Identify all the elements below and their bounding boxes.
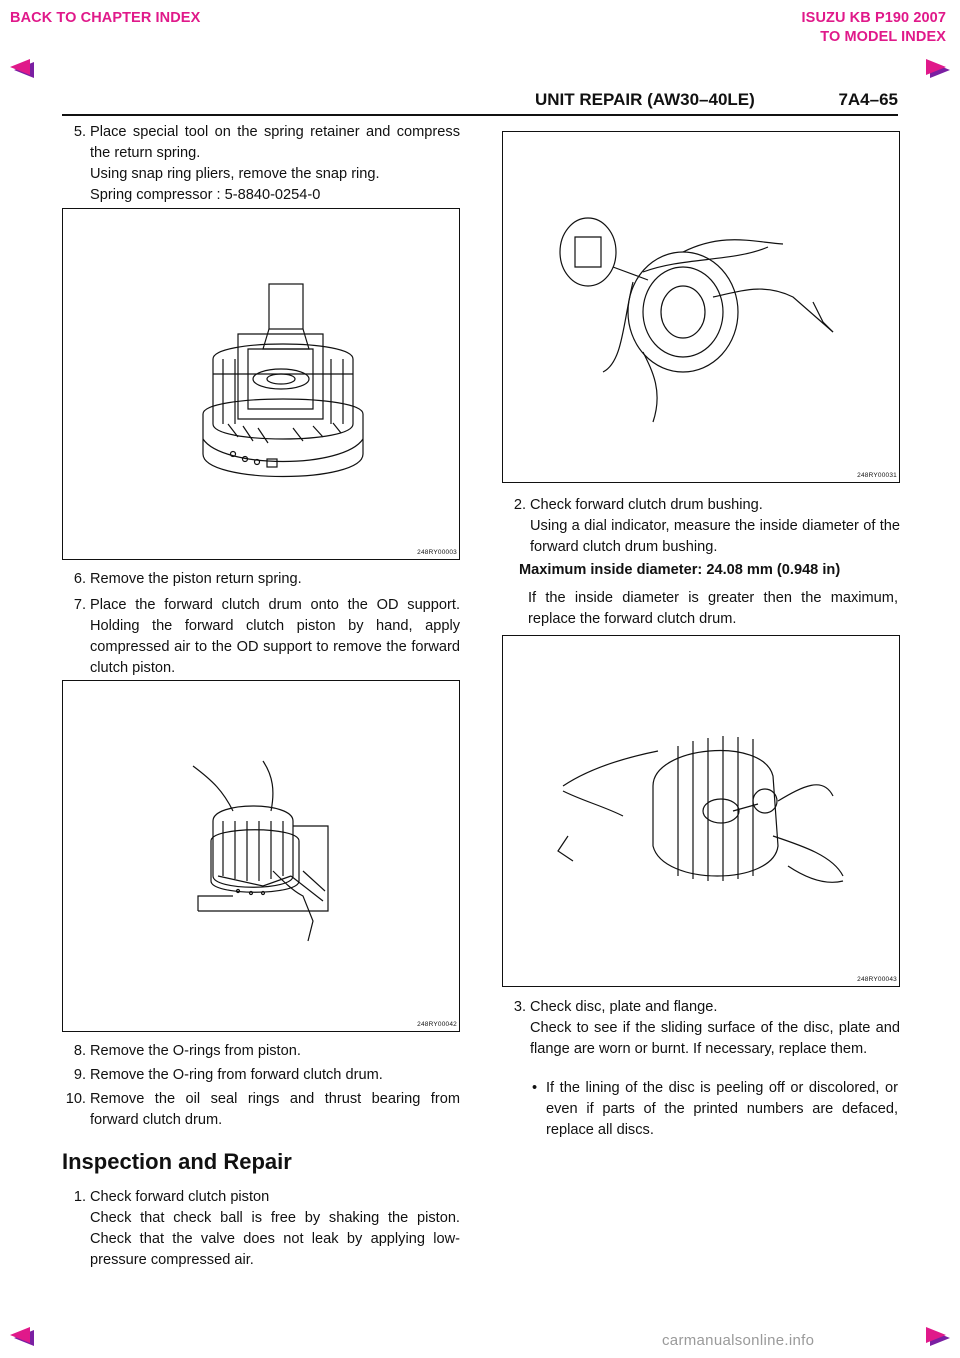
step-number: 3. — [513, 999, 526, 1015]
inspection-step-3-text: Check to see if the sliding surface of the disc, plate and flange are worn or burnt. If necessary, replace them. — [530, 1020, 900, 1057]
remove-piston-illustration — [63, 681, 459, 1031]
inspection-step-3-title: Check disc, plate and flange. — [530, 999, 718, 1015]
step-5-line-3: Spring compressor : 5-8840-0254-0 — [90, 187, 321, 203]
previous-page-arrow-bottom-icon[interactable] — [10, 1327, 30, 1343]
next-page-arrow-bottom-icon[interactable] — [926, 1327, 946, 1343]
step-5-line-1: Place special tool on the spring retainer and compress the return spring. — [90, 124, 460, 161]
step-number: 6. — [73, 571, 86, 587]
figure-code: 248RY00031 — [857, 472, 897, 479]
inspection-step-2-title: Check forward clutch drum bushing. — [530, 497, 763, 513]
step-number: 1. — [73, 1189, 86, 1205]
watermark: carmanualsonline.info — [662, 1332, 815, 1349]
figure-spring-compressor — [62, 208, 460, 560]
step-10-text: Remove the oil seal rings and thrust bearing from forward clutch drum. — [90, 1091, 460, 1128]
step-6-text: Remove the piston return spring. — [90, 571, 302, 587]
figure-code: 248RY00003 — [417, 549, 457, 556]
step-number: 10. — [65, 1091, 86, 1107]
step-number: 5. — [73, 124, 86, 140]
next-page-arrow-icon[interactable] — [926, 59, 946, 75]
figure-code: 248RY00042 — [417, 1021, 457, 1028]
dial-indicator-illustration — [503, 636, 899, 986]
header-title: UNIT REPAIR (AW30–40LE) — [535, 90, 755, 109]
step-number: 9. — [73, 1067, 86, 1083]
step-9-text: Remove the O-ring from forward clutch drum. — [90, 1067, 383, 1083]
header-rule — [62, 114, 898, 116]
step-number: 8. — [73, 1043, 86, 1059]
forward-clutch-drum-illustration — [503, 132, 899, 482]
bullet-marker: • — [532, 1080, 538, 1096]
figure-forward-clutch-drum — [502, 131, 900, 483]
section-heading: Inspection and Repair — [62, 1149, 292, 1174]
step-7-text: Place the forward clutch drum onto the OD support. Holding the forward clutch piston by hand, apply compressed air to the OD support to remove the forward clutch piston. — [90, 597, 460, 676]
back-to-chapter-index-link[interactable]: BACK TO CHAPTER INDEX — [10, 10, 201, 26]
bullet-text: If the lining of the disc is peeling off or discolored, or even if parts of the printed numbers are defaced, replace all discs. — [546, 1080, 898, 1138]
step-number: 2. — [513, 497, 526, 513]
step-5-line-2: Using snap ring pliers, remove the snap ring. — [90, 166, 380, 182]
previous-page-arrow-icon[interactable] — [10, 59, 30, 75]
page-number: 7A4–65 — [838, 90, 898, 109]
step-8-text: Remove the O-rings from piston. — [90, 1043, 301, 1059]
figure-code: 248RY00043 — [857, 976, 897, 983]
step-number: 7. — [73, 597, 86, 613]
inspection-step-1-title: Check forward clutch piston — [90, 1189, 270, 1205]
inspection-step-1-text: Check that check ball is free by shaking the piston. Check that the valve does not leak by applying low-pressure compressed air. — [90, 1210, 460, 1268]
inspection-step-2-text: Using a dial indicator, measure the inside diameter of the forward clutch drum bushing. — [530, 518, 900, 555]
model-line1-link[interactable]: ISUZU KB P190 2007 — [801, 10, 946, 26]
spec-note: If the inside diameter is greater then the maximum, replace the forward clutch drum. — [528, 590, 898, 627]
to-model-index-link[interactable]: TO MODEL INDEX — [820, 29, 946, 45]
spring-compressor-illustration — [63, 209, 459, 559]
max-inside-diameter-spec: Maximum inside diameter: 24.08 mm (0.948 in) — [519, 562, 841, 578]
figure-dial-indicator — [502, 635, 900, 987]
figure-remove-piston — [62, 680, 460, 1032]
